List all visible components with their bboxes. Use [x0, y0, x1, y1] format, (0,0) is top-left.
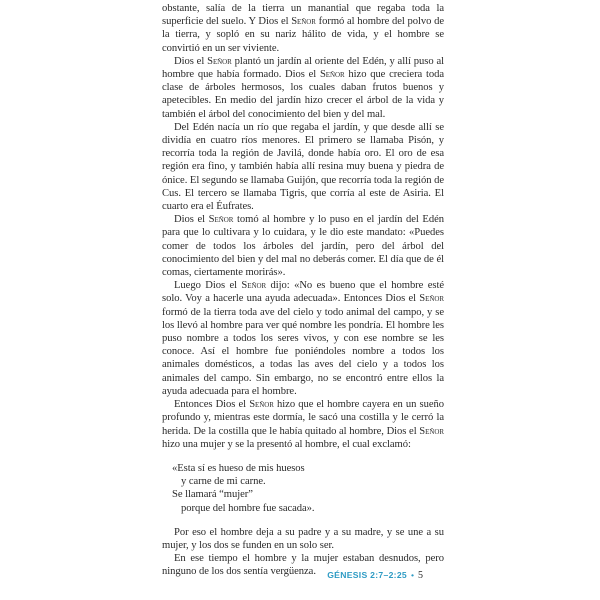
divine-name: Señor [207, 55, 232, 67]
poem-line: «Esta sí es hueso de mis huesos [172, 462, 305, 474]
poem-line: Se llamará “mujer” [172, 489, 253, 501]
scripture-text-block [162, 2, 444, 579]
paragraph: Del Edén nacía un río que regaba el jardín, y que desde allí se dividía en cuatro ríos menores. El primero se llamaba Pisón, y recorría toda la región de Javilá, donde había oro. El oro de esa región era fino, y también había allí resina muy buena y piedra de ónice. El segundo se llamaba Guijón, que recorría toda la región de Cus. El tercero se llamaba Tigris, que corría al este de Asiria. El cuarto era el Éufrates. [162, 121, 444, 213]
paragraph: Luego Dios el Señor dijo: «No es bueno que el hombre esté solo. Voy a hacerle una ayuda adecuada». Entonces Dios el Señor formó de la tierra toda ave del cielo y todo animal del campo, y se los llevó al hombre para ver qué nombre les pondría. El hombre les puso nombre a todos los seres vivos, y con ese nombre se les conoce. Así el hombre fue poniéndoles nombre a todos los animales domésticos, a todas las aves del cielo y a todos los animales del campo. Sin embargo, no se encontró entre ellos la ayuda adecuada para el hombre. [162, 280, 444, 397]
poem-line: porque del hombre fue sacada». [181, 502, 315, 514]
poem-line: y carne de mi carne. [181, 476, 266, 488]
divine-name: Señor [249, 399, 274, 411]
page-number: 5 [418, 570, 423, 581]
paragraph: Dios el Señor tomó al hombre y lo puso en el jardín del Edén para que lo cultivara y lo cuidara, y le dio este mandato: «Puedes comer de todos los árboles del jardín, pero del árbol del conocimiento del bien y del mal no deberás comer. El día que de él comas, ciertamente morirás». [162, 214, 444, 279]
separator-dot: • [410, 570, 414, 580]
divine-name: Señor [319, 69, 345, 81]
divine-name: Señor [208, 214, 234, 226]
paragraph: obstante, salía de la tierra un manantial que regaba toda la superficie del suelo. Y Dios el Señor formó al hombre del polvo de la tierra, y sopló en su nariz hálito de vida, y el hombre se convirtió en un ser viviente. [162, 3, 444, 54]
page-footer [327, 570, 423, 581]
paragraph: En ese tiempo el hombre y la mujer estaban desnudos, pero ninguno de los dos sentía vergüenza. [162, 553, 444, 578]
divine-name: Señor [291, 16, 316, 28]
divine-name: Señor [419, 425, 444, 437]
paragraph: Por eso el hombre deja a su padre y a su madre, y se une a su mujer, y los dos se funden en un solo ser. [162, 526, 444, 551]
chapter-reference: GÉNESIS 2:7–2:25 [327, 570, 407, 580]
poem-block [162, 462, 444, 515]
divine-name: Señor [241, 280, 267, 292]
divine-name: Señor [419, 293, 444, 305]
paragraph: Entonces Dios el Señor hizo que el hombre cayera en un sueño profundo y, mientras este dormía, le sacó una costilla y le cerró la herida. De la costilla que le había quitado al hombre, Dios el Señor hizo una mujer y se la presentó al hombre, el cual exclamó: [162, 399, 444, 450]
paragraph: Dios el Señor plantó un jardín al oriente del Edén, y allí puso al hombre que había formado. Dios el Señor hizo que creciera toda clase de árboles hermosos, los cuales daban frutos buenos y apetecibles. En medio del jardín hizo crecer el árbol de la vida y también el árbol del conocimiento del bien y del mal. [162, 55, 444, 120]
body-paragraphs [162, 2, 444, 451]
